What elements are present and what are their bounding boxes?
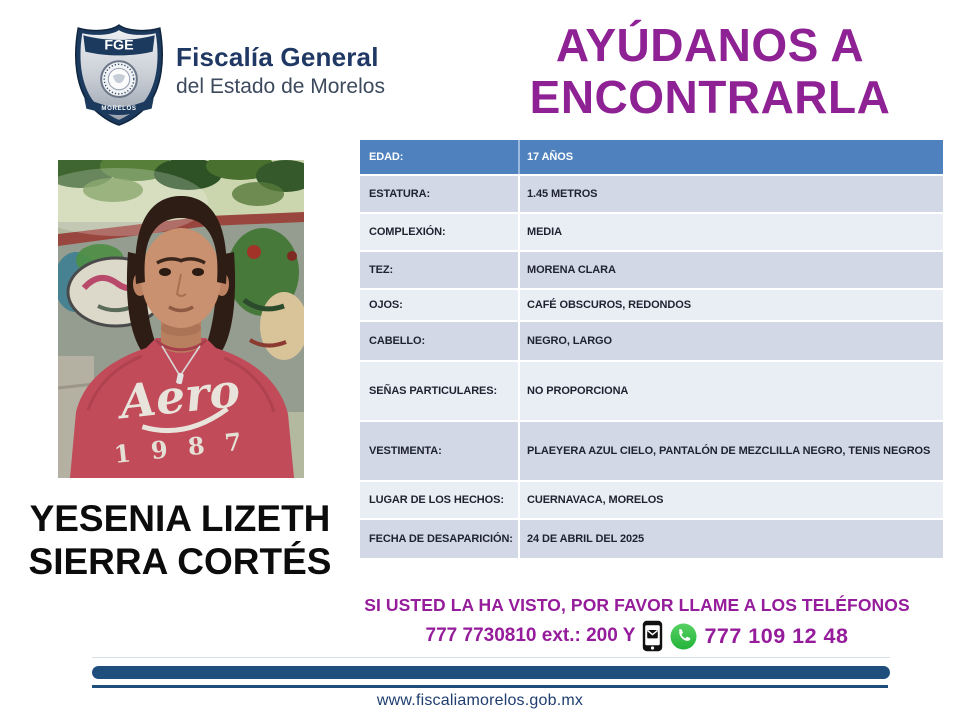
missing-person-photo [58, 160, 304, 478]
website-url: www.fiscaliamorelos.gob.mx [376, 692, 584, 709]
row-label: ESTATURA: [369, 188, 431, 200]
page-title [470, 20, 950, 123]
row-label: EDAD: [369, 151, 404, 163]
photo-shirt-text2: 1 9 8 7 [112, 426, 249, 469]
table-row-vestimenta [360, 422, 943, 482]
phone-number-1: 777 7730810 ext.: 200 Y [425, 625, 636, 646]
row-label: OJOS: [369, 299, 403, 311]
row-value: PLAEYERA AZUL CIELO, PANTALÓN DE MEZCLILLA NEGRO, TENIS NEGROS [518, 422, 943, 480]
table-row-complexion [360, 214, 943, 252]
row-value: 17 AÑOS [518, 140, 943, 174]
photo-shirt-text1: Aero [117, 362, 243, 430]
phone-number-2: 777 109 12 48 [704, 623, 849, 648]
row-value: CUERNAVACA, MORELOS [518, 482, 943, 518]
person-name-line2: SIERRA CORTÉS [28, 541, 332, 583]
table-row-ojos [360, 290, 943, 322]
fge-shield-logo [68, 22, 170, 126]
footer-divider-faint [92, 657, 890, 658]
row-label: SEÑAS PARTICULARES: [369, 385, 498, 397]
contact-block [330, 595, 944, 652]
row-label: LUGAR DE LOS HECHOS: [369, 494, 504, 506]
whatsapp-icon [670, 623, 697, 650]
table-row-senas [360, 362, 943, 422]
table-row-cabello [360, 322, 943, 362]
row-label: VESTIMENTA: [369, 445, 442, 457]
org-name-line1: Fiscalía General [176, 42, 379, 72]
row-label: TEZ: [369, 264, 394, 276]
logo-fge-text: FGE [104, 37, 134, 54]
row-value: MORENA CLARA [518, 252, 943, 288]
row-value: MEDIA [518, 214, 943, 250]
table-row-tez [360, 252, 943, 290]
organization-name [176, 42, 385, 99]
footer-bar [92, 666, 890, 679]
org-name-line2: del Estado de Morelos [176, 75, 385, 98]
row-label: CABELLO: [369, 335, 426, 347]
person-name [8, 497, 352, 584]
row-label: FECHA DE DESAPARICIÓN: [369, 533, 513, 545]
row-label: COMPLEXIÓN: [369, 226, 446, 238]
person-name-line1: YESENIA LIZETH [29, 498, 331, 539]
contact-message: SI USTED LA HA VISTO, POR FAVOR LLAME A LOS TELÉFONOS [364, 595, 910, 615]
row-value: NO PROPORCIONA [518, 362, 943, 420]
details-table [360, 140, 943, 560]
page-title-line1: AYÚDANOS A [555, 19, 865, 71]
row-value: NEGRO, LARGO [518, 322, 943, 360]
row-value: CAFÉ OBSCUROS, REDONDOS [518, 290, 943, 320]
table-row-edad [360, 140, 943, 176]
page-title-line2: ENCONTRARLA [529, 70, 891, 123]
logo-morelos-text: MORELOS [101, 105, 137, 113]
table-row-lugar [360, 482, 943, 520]
footer-rule [92, 685, 888, 688]
table-row-estatura [360, 176, 943, 214]
row-value: 24 DE ABRIL DEL 2025 [518, 520, 943, 558]
phone-sms-icon [642, 620, 663, 652]
table-row-fecha [360, 520, 943, 560]
row-value: 1.45 METROS [518, 176, 943, 212]
contact-phones [330, 620, 944, 652]
